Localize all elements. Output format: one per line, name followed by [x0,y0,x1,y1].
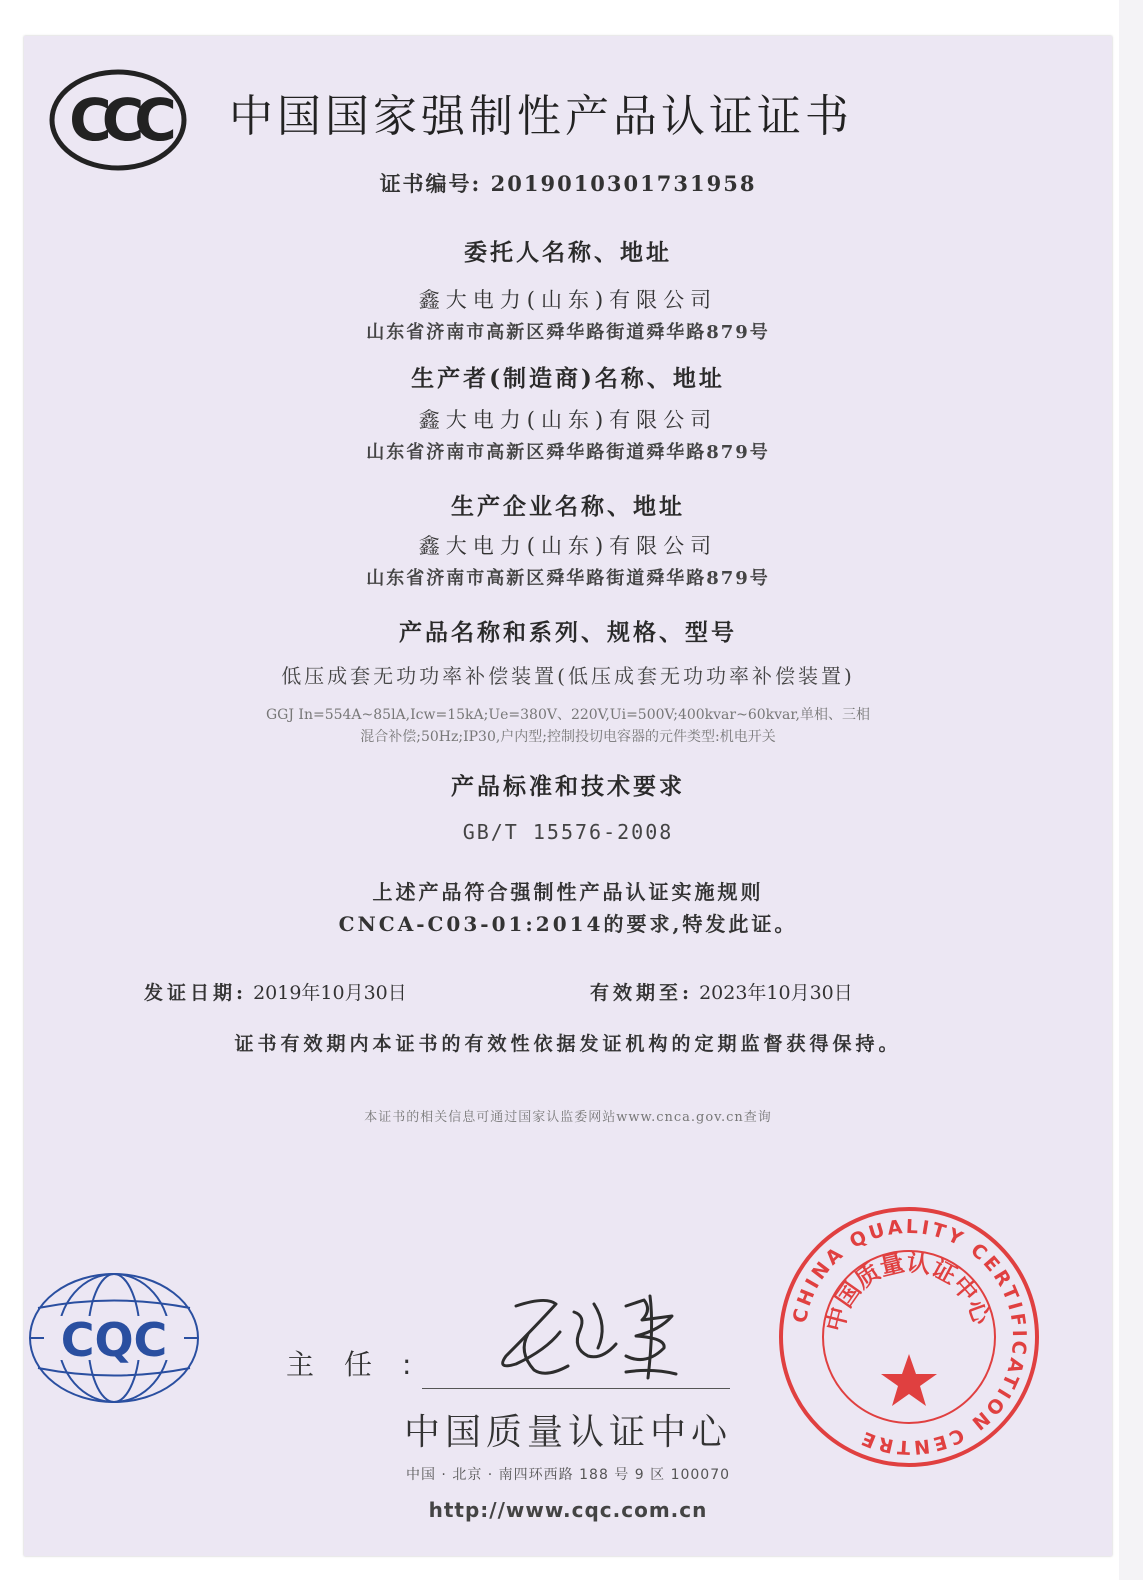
issue-date [144,978,407,1005]
manufacturer-name: 鑫大电力(山东)有限公司 [418,408,718,432]
applicant-name: 鑫大电力(山东)有限公司 [418,288,718,312]
certificate-number-label: 证书编号: [379,171,482,196]
page-title: 中国国家强制性产品认证证书 [229,91,853,142]
ccc-logo [48,68,188,172]
issue-date-label: 发证日期: [144,982,248,1004]
issuer-address: 中国 · 北京 · 南四环西路 188 号 9 区 100070 [405,1467,731,1483]
director-label: 主任: [286,1348,442,1381]
applicant-address: 山东省济南市高新区舜华路街道舜华路879号 [366,322,770,343]
manufacturer-address: 山东省济南市高新区舜华路街道舜华路879号 [366,442,770,463]
issue-date-value: 2019年10月30日 [253,982,407,1004]
expiry-date [590,978,853,1005]
product-heading: 产品名称和系列、规格、型号 [399,619,737,646]
cqc-logo-text: CQC [60,1313,168,1367]
certificate-sheet [24,36,1112,1556]
product-name: 低压成套无功功率补偿装置(低压成套无功功率补偿装置) [281,664,855,688]
factory-address: 山东省济南市高新区舜华路街道舜华路879号 [366,568,770,589]
cqc-logo [24,1268,204,1408]
expiry-date-label: 有效期至: [590,982,694,1004]
conformity-line2: CNCA-C03-01:2014的要求,特发此证。 [338,912,798,936]
signature-line [422,1388,730,1389]
expiry-date-value: 2023年10月30日 [699,982,853,1004]
issuer-name: 中国质量认证中心 [403,1412,732,1453]
product-spec-line1: GGJ In=554A~85lA,Icw=15kA;Ue=380V、220V,Ui=500V;400kvar~60kvar,单相、三相 [265,707,870,723]
standard-heading: 产品标准和技术要求 [451,773,685,800]
official-seal [776,1204,1042,1470]
page-edge [1119,0,1143,1580]
certificate-number: 2019010301731958 [490,171,757,196]
seal-inner-text: 中国质量认证中心 [820,1248,996,1335]
standard-value: GB/T 15576-2008 [462,820,674,844]
product-spec-line2: 混合补偿;50Hz;IP30,户内型;控制投切电容器的元件类型:机电开关 [360,729,776,745]
applicant-heading: 委托人名称、地址 [464,239,672,266]
info-note: 本证书的相关信息可通过国家认监委网站www.cnca.gov.cn查询 [364,1110,772,1125]
conformity-line1: 上述产品符合强制性产品认证实施规则 [372,880,764,904]
issuer-url: http://www.cqc.com.cn [428,1498,708,1522]
factory-heading: 生产企业名称、地址 [451,493,685,520]
validity-note: 证书有效期内本证书的有效性依据发证机构的定期监督获得保持。 [234,1033,902,1055]
manufacturer-heading: 生产者(制造商)名称、地址 [411,365,725,392]
seal-star-icon [881,1354,937,1406]
factory-name: 鑫大电力(山东)有限公司 [418,534,718,558]
director-signature [476,1286,716,1396]
seal-outer-text: CHINA QUALITY CERTIFICATION CENTRE [788,1215,1031,1459]
certificate-number-row [24,168,1112,198]
ccc-logo-text: CCC [69,86,167,154]
